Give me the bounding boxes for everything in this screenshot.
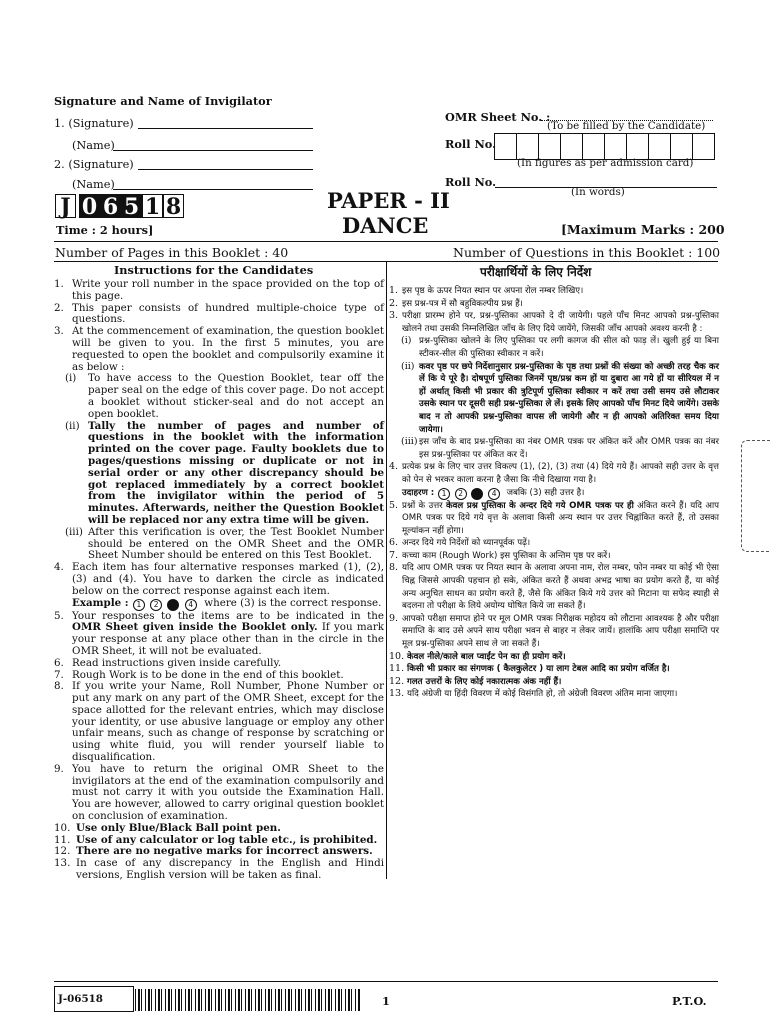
sub-item: (ii) कवर पृष्ठ पर छपे निर्देशानुसार प्रश्न-पुस्तिका के पृष्ठ तथा प्रश्नों की संख्या को अच्छी तरह चैक कर लें कि ये पूरे है। दोषपूर्ण पुस्तिका जिनमें पृष्ठ/प्रश्न कम हों या दुबारा आ गये हों या सीरियल में न हों अर्थात् किसी भी प्रकार की त्रुटिपूर्ण पुस्तिका स्वीकार न करें तथा उसी समय उसे लौटाकर उसके स्थान पर दूसरी सही प्रश्न-पुस्तिका ले लें। इसके लिए आपको पाँच मिनट दिये जायेंगे। उसके बाद न तो आपकी प्रश्न-पुस्तिका वापस ली जायेगी और न ही आपको अतिरिक्त समय दिया जायेगा। [401,360,719,435]
list-item: 1. Write your roll number in the space provided on the top of this page. [54,278,384,302]
roll-no-words-note: (In words) [571,186,625,198]
example-row: उदाहरण : 1 2 3 4 जबकि (3) सही उत्तर है। [402,487,585,498]
bubble-option: 1 [438,488,450,500]
list-item: 6. अन्दर दिये गये निर्देशों को ध्यानपूर्वक पढ़ें। [389,537,531,549]
list-item: 6. Read instructions given inside carefully. [54,656,282,669]
questions-count: Number of Questions in this Booklet : 100 [453,245,721,260]
footer-divider [54,981,718,982]
list-item: 10. केवल नीले/काले बाल प्वाईंट पेन का ही प्रयोग करें। [389,650,566,662]
perforation-mark [741,440,770,552]
max-marks-label: [Maximum Marks : 200 [561,222,725,237]
list-item: 12. There are no negative marks for incorrect answers. [54,845,373,858]
paper-title: PAPER - II [327,188,450,213]
list-item: 4. Each item has four alternative responses marked (1), (2), (3) and (4). You have to darken the circle as indicated below on the correct response against each item. [54,561,384,597]
list-item: 8. यदि आप OMR पत्रक पर नियत स्थान के अलावा अपना नाम, रोल नम्बर, फोन नम्बर या कोई भी ऐसा चिह्न जिससे आपकी पहचान हो सके, अंकित करते हैं अथवा अभद्र भाषा का प्रयोग करते हैं, या कोई अन्य अनुचित साधन का प्रयोग करते हैं, जैसे कि अंकित किये गये उत्तर को मिटाना या सफेद स्याही से बदलना तो परीक्षा के लिये अयोग्य घोषित किये जा सकते हैं। [389,562,719,612]
list-item: 9. You have to return the original OMR Sheet to the invigilators at the end of the examination compulsorily and must not carry it with you outside the Examination Hall. You are however, allowed to carry original question booklet on conclusion of examination. [54,762,384,823]
list-item: 13. यदि अंग्रेजी या हिंदी विवरण में कोई विसंगति हो, तो अंग्रेजी विवरण अंतिम माना जाएगा। [389,688,678,700]
omr-sheet-label: OMR Sheet No. : [445,110,551,124]
list-item: 13. In case of any discrepancy in the English and Hindi versions, English version will be taken as final. [54,857,384,882]
roll-cell[interactable] [604,133,627,160]
name-2-label: (Name) [72,178,115,191]
list-item: 3. परीक्षा प्रारम्भ होने पर, प्रश्न-पुस्तिका आपको दे दी जायेगी। पहले पाँच मिनट आपको प्रश्न-पुस्तिका खोलने तथा उसकी निम्नलिखित जाँच के लिए दिये जायेंगे, जिसकी जाँच आपको अवश्य करनी है : [389,310,719,334]
bubble-option-filled: 3 [471,488,483,500]
list-item: 3. At the commencement of examination, the question booklet will be given to you. In the first 5 minutes, you are requested to open the booklet and compulsorily examine it as below : [54,325,384,373]
roll-cell[interactable] [648,133,671,160]
paper-code-digit: 6 [100,194,121,218]
roll-cell[interactable] [670,133,693,160]
bubble-option: 4 [185,599,197,611]
roll-cell[interactable] [494,133,517,160]
list-item: 2. This paper consists of hundred multiple-choice type of questions. [54,301,384,326]
name-2-line[interactable] [113,189,313,190]
signature-2-line[interactable] [138,169,313,170]
list-item: 11. किसी भी प्रकार का संगणक ( कैलकुलेटर ) या लाग टेबल आदि का प्रयोग वर्जित है। [389,663,670,675]
column-divider [386,261,387,879]
header-divider [54,241,718,242]
omr-note: (To be filled by the Candidate) [547,120,706,132]
sub-item: (iii) इस जाँच के बाद प्रश्न-पुस्तिका का नंबर OMR पत्रक पर अंकित करें और OMR पत्रक का नंबर इस प्रश्न-पुस्तिका पर अंकित कर दें। [401,436,719,460]
paper-code-digit: 1 [142,194,163,218]
bubble-option: 4 [488,488,500,500]
signature-1-label: 1. (Signature) [54,117,134,130]
list-item: 10. Use only Blue/Black Ball point pen. [54,821,281,834]
roll-cell[interactable] [538,133,561,160]
paper-code-digit: 5 [121,194,142,218]
list-item: 1. इस पृष्ठ के ऊपर नियत स्थान पर अपना रोल नम्बर लिखिए। [389,285,584,296]
list-item: 4. प्रत्येक प्रश्न के लिए चार उत्तर विकल्प (1), (2), (3) तथा (4) दिये गये हैं। आपको सही उत्तर के वृत्त को पेन से भरकर काला करना है जैसा कि नीचे दिखाया गया है। [389,461,719,485]
sub-item: (ii) Tally the number of pages and number of questions in the booklet with the information printed on the cover page. Faulty booklets due to pages/questions missing or duplicate or not in serial order or any other discrepancy should be got replaced immediately by a correct booklet from the invigilator within the period of 5 minutes. Afterwards, neither the Question Booklet will be replaced nor any extra time will be given. [65,419,384,526]
list-item: 9. आपको परीक्षा समाप्त होने पर मूल OMR पत्रक निरीक्षक महोदय को लौटाना आवश्यक है और परीक्षा समाप्ति के बाद उसे अपने साथ परीक्षा भवन से बाहर न लेकर जायें। हालांकि आप परीक्षा समाप्ति पर मूल प्रश्न-पुस्तिका अपने साथ ले जा सकते हैं। [389,612,719,650]
roll-no-words-label: Roll No. [445,175,497,189]
list-item: 2. इस प्रश्न-पत्र में सौ बहुविकल्पीय प्रश्न हैं। [389,297,523,309]
paper-code-digit: 8 [163,194,184,218]
paper-code-letter: J [55,194,76,218]
roll-cell[interactable] [560,133,583,160]
roll-no-note: (In figures as per admission card) [517,157,694,169]
roll-no-label: Roll No. [445,137,497,151]
list-item: 7. कच्चा काम (Rough Work) इस पुस्तिका के अन्तिम पृष्ठ पर करें। [389,549,611,561]
bubble-option: 2 [455,488,467,500]
sub-item: (i) प्रश्न-पुस्तिका खोलने के लिए पुस्तिका पर लगी कागज की सील को फाड़ लें। खुली हुई या बिना स्टीकर-सील की पुस्तिका स्वीकार न करें। [401,335,719,359]
paper-code-digit: 0 [79,194,100,218]
pages-count: Number of Pages in this Booklet : 40 [55,245,289,260]
footer-code: J-06518 [58,993,103,1005]
barcode [135,989,360,1011]
bubble-option: 2 [150,599,162,611]
sub-item: (iii) After this verification is over, the Test Booklet Number should be entered on the OMR Sheet and the OMR Sheet Number should be entered on this Test Booklet. [65,525,384,562]
name-1-line[interactable] [113,150,313,151]
signature-2-label: 2. (Signature) [54,158,134,171]
roll-cell[interactable] [582,133,605,160]
subject-title: DANCE [342,213,429,238]
list-item: 12. गलत उत्तरों के लिए कोई नकारात्मक अंक नहीं हैं। [389,675,562,687]
instructions-en [54,279,384,882]
instructions-hi [389,285,719,701]
bubble-option-filled: 3 [167,599,179,611]
example-row: Example : 1 2 3 4 where (3) is the correct response. [72,596,382,609]
bubble-option: 1 [133,599,145,611]
list-item: 5. प्रश्नों के उत्तर केवल प्रश्न पुस्तिका के अन्दर दिये गये OMR पत्रक पर ही अंकित करने हैं। यदि आप OMR पत्रक पर दिये गये वृत्त के अलावा किसी अन्य स्थान पर उत्तर चिह्नांकित करते हैं, तो उसका मूल्यांकन नहीं होगा। [389,499,719,536]
list-item: 5. Your responses to the items are to be indicated in the OMR Sheet given inside the Booklet only. If you mark your response at any place other than in the circle in the OMR Sheet, it will not be evaluated. [54,609,384,657]
instructions-title-en: Instructions for the Candidates [114,263,314,277]
signature-1-line[interactable] [138,128,313,129]
list-item: 11. Use of any calculator or log table etc., is prohibited. [54,833,378,846]
pto-label: P.T.O. [672,994,707,1008]
roll-cell[interactable] [516,133,539,160]
list-item: 7. Rough Work is to be done in the end of this booklet. [54,668,344,681]
page-number: 1 [382,994,390,1008]
invigilator-title: Signature and Name of Invigilator [54,94,272,108]
time-label: Time : 2 hours] [56,223,154,237]
sub-item: (i) To have access to the Question Booklet, tear off the paper seal on the edge of this cover page. Do not accept a booklet without sticker-seal and do not accept an open booklet. [65,372,384,420]
roll-cell[interactable] [626,133,649,160]
instructions-title-hi: परीक्षार्थियों के लिए निर्देश [480,265,592,279]
list-item: 8. If you write your Name, Roll Number, Phone Number or put any mark on any part of the OMR Sheet, except for the space allotted for the relevant entries, which may disclose your identity, or use abusive language or employ any other unfair means, such as change of response by scratching or using white fluid, you will render yourself liable to disqualification. [54,680,384,764]
name-1-label: (Name) [72,139,115,152]
roll-cell[interactable] [692,133,715,160]
